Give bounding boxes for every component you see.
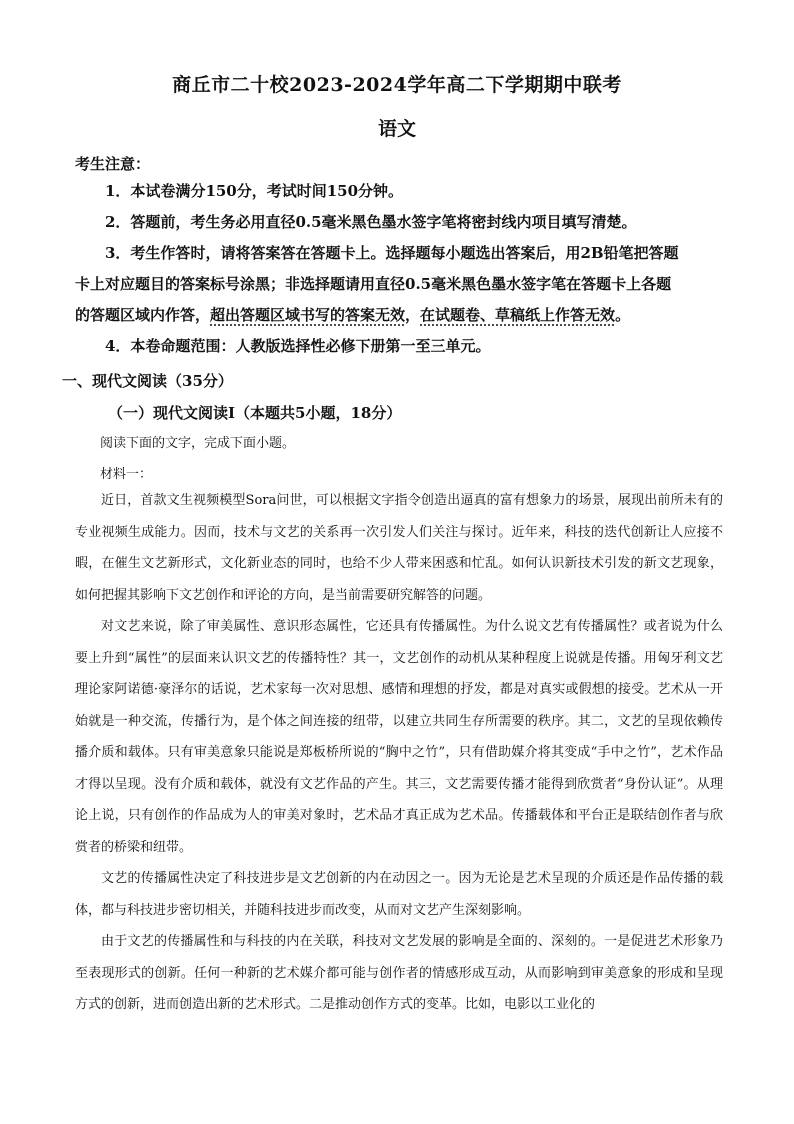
passage-paragraph-1: 近日，首款文生视频模型Sora问世，可以根据文字指令创造出逼真的富有想象力的场景，展现出前所未有的专业视频生成能力。因而，技术与文艺的关系再一次引发人们关注与探讨。近年来，科技的迭代创新让人应接不暇，在催生文艺新形式，文化新业态的同时，也给不少人带来困惑和忙乱。如何认识新技术引发的新文艺现象，如何把握其影响下文艺创作和评论的方向，是当前需要研究解答的问题。 [75, 493, 723, 603]
section-heading: 一、现代文阅读（35分） [62, 372, 233, 390]
passage-paragraph-2: 对文艺来说，除了审美属性、意识形态属性，它还具有传播属性。为什么说文艺有传播属性？或者说为什么要上升到“属性”的层面来认识文艺的传播特性？其一，文艺创作的动机从某种程度上说就是传播。用匈牙利文艺理论家阿诺德·豪泽尔的话说，艺术家每一次对思想、感情和理想的抒发，都是对真实或假想的接受。艺术从一开始就是一种交流，传播行为，是个体之间连接的纽带，以建立共同生存所需要的秩序。其二，文艺的呈现依赖传播介质和载体。只有审美意象只能说是郑板桥所说的“胸中之竹”，只有借助媒介将其变成“手中之竹”，艺术作品才得以呈现。没有介质和载体，就没有文艺作品的产生。其三，文艺需要传播才能得到欣赏者“身份认证”。从理论上说，只有创作的作品成为人的审美对象时，艺术品才真正成为艺术品。传播载体和平台正是联结创作者与欣赏者的桥梁和纽带。 [75, 619, 723, 855]
notice-item-3-text-c: 。 [615, 306, 631, 324]
notice-item-3-line-3 [75, 300, 715, 331]
passage-paragraph-3: 文艺的传播属性决定了科技进步是文艺创新的内在动因之一。因为无论是艺术呈现的介质还是作品传播的载体，都与科技进步密切相关，并随科技进步而改变，从而对文艺产生深刻影响。 [75, 871, 723, 918]
reading-passage [75, 485, 723, 1021]
notice-item-2: 2．答题前，考生务必用直径0.5毫米黑色墨水签字笔将密封线内项目填写清楚。 [105, 213, 637, 231]
subsection-heading: （一）现代文阅读Ⅰ（本题共5小题，18分） [108, 404, 402, 422]
material-label: 材料一： [100, 467, 153, 482]
notice-item-3-emphasis-1: 超出答题区域书写的答案无效 [210, 306, 406, 324]
notice-item-3-emphasis-2: 在试题卷、草稿纸上作答无效 [420, 306, 616, 324]
notice-item-3-text-b: ， [405, 306, 421, 324]
notice-item-1: 1．本试卷满分150分，考试时间150分钟。 [105, 182, 404, 200]
passage-paragraph-4: 由于文艺的传播属性和与科技的内在关联，科技对文艺发展的影响是全面的、深刻的。一是促进艺术形象乃至表现形式的创新。任何一种新的艺术媒介都可能与创作者的情感形成互动，从而影响到审美意象的形成和呈现方式的创新，进而创造出新的艺术形式。二是推动创作方式的变革。比如，电影以工业化的 [75, 934, 723, 1012]
exam-subject: 语文 [377, 118, 416, 140]
reading-instruction: 阅读下面的文字，完成下面小题。 [100, 436, 296, 451]
notice-item-3-text-a: 的答题区域内作答， [75, 306, 211, 324]
notice-list [75, 176, 715, 362]
notice-heading: 考生注意： [75, 155, 151, 173]
notice-item-4: 4．本卷命题范围：人教版选择性必修下册第一至三单元。 [105, 337, 491, 355]
notice-item-3-line-2: 卡上对应题目的答案标号涂黑；非选择题请用直径0.5毫米黑色墨水签字笔在答题卡上各题 [75, 275, 672, 293]
exam-title: 商丘市二十校2023-2024学年高二下学期期中联考 [172, 74, 622, 96]
notice-item-3-line-1: 3．考生作答时，请将答案答在答题卡上。选择题每小题选出答案后，用2B铅笔把答题 [105, 244, 679, 262]
